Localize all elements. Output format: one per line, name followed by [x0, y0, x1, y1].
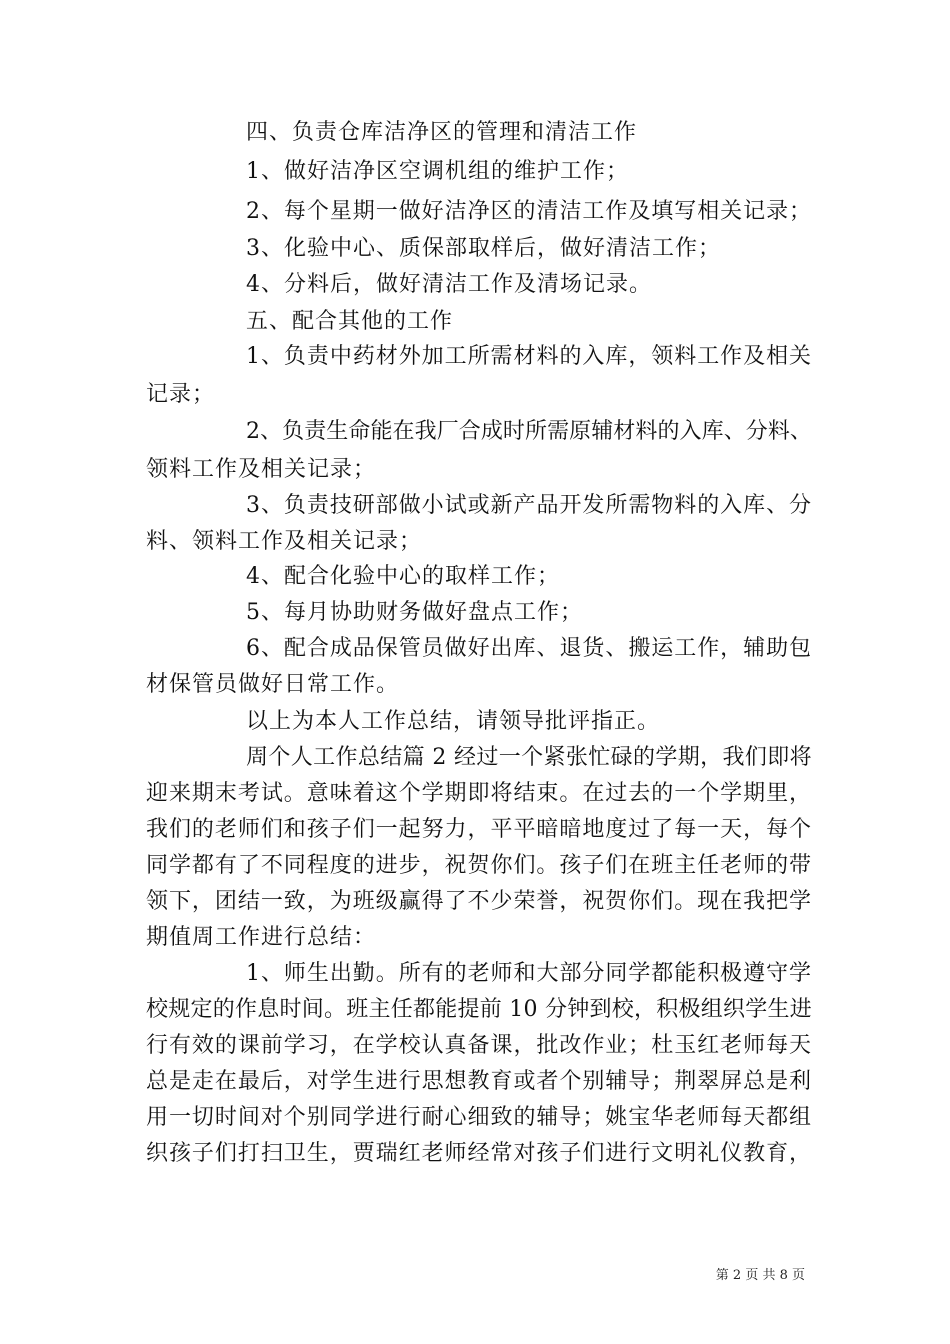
text-line: 1、做好洁净区空调机组的维护工作； [246, 159, 629, 184]
text-line: 以上为本人工作总结，请领导批评指正。 [246, 709, 661, 734]
text-line: 行有效的课前学习，在学校认真备课，批改作业；杜玉红老师每天 [146, 1033, 813, 1058]
text-line: 4、分料后，做好清洁工作及清场记录。 [246, 272, 652, 297]
text-line: 1、师生出勤。所有的老师和大部分同学都能积极遵守学 [246, 961, 812, 986]
text-line: 迎来期末考试。意味着这个学期即将结束。在过去的一个学期里， [146, 781, 813, 806]
text-line: 用一切时间对个别同学进行耐心细致的辅导；姚宝华老师每天都组 [146, 1105, 813, 1130]
text-line: 4、配合化验中心的取样工作； [246, 564, 560, 589]
text-line: 四、负责仓库洁净区的管理和清洁工作 [246, 120, 638, 145]
text-line: 材保管员做好日常工作。 [146, 672, 400, 697]
text-line: 3、负责技研部做小试或新产品开发所需物料的入库、分 [246, 493, 812, 518]
text-line: 织孩子们打扫卫生，贾瑞红老师经常对孩子们进行文明礼仪教育， [146, 1141, 813, 1166]
text-line: 总是走在最后，对学生进行思想教育或者个别辅导；荆翠屏总是利 [146, 1069, 813, 1094]
text-line: 五、配合其他的工作 [246, 309, 454, 334]
text-line: 5、每月协助财务做好盘点工作； [246, 600, 583, 625]
text-line: 2、负责生命能在我厂合成时所需原辅材料的入库、分料、 [246, 419, 812, 444]
text-line: 期值周工作进行总结： [146, 925, 377, 950]
text-line: 3、化验中心、质保部取样后，做好清洁工作； [246, 236, 721, 261]
text-line: 我们的老师们和孩子们一起努力，平平暗暗地度过了每一天，每个 [146, 817, 813, 842]
text-line: 料、领料工作及相关记录； [146, 529, 423, 554]
text-line: 2、每个星期一做好洁净区的清洁工作及填写相关记录； [246, 199, 812, 224]
text-line: 领料工作及相关记录； [146, 457, 377, 482]
text-line: 1、负责中药材外加工所需材料的入库，领料工作及相关 [246, 344, 812, 369]
text-line: 校规定的作息时间。班主任都能提前 10 分钟到校，积极组织学生进 [146, 997, 812, 1022]
text-line: 6、配合成品保管员做好出库、退货、搬运工作，辅助包 [246, 636, 812, 661]
page-number: 第 2 页 共 8 页 [715, 1268, 805, 1283]
text-line: 周个人工作总结篇 2 经过一个紧张忙碌的学期，我们即将 [246, 745, 812, 770]
text-line: 同学都有了不同程度的进步，祝贺你们。孩子们在班主任老师的带 [146, 853, 813, 878]
text-line: 领下，团结一致，为班级赢得了不少荣誉，祝贺你们。现在我把学 [146, 889, 813, 914]
text-line: 记录； [146, 382, 216, 407]
